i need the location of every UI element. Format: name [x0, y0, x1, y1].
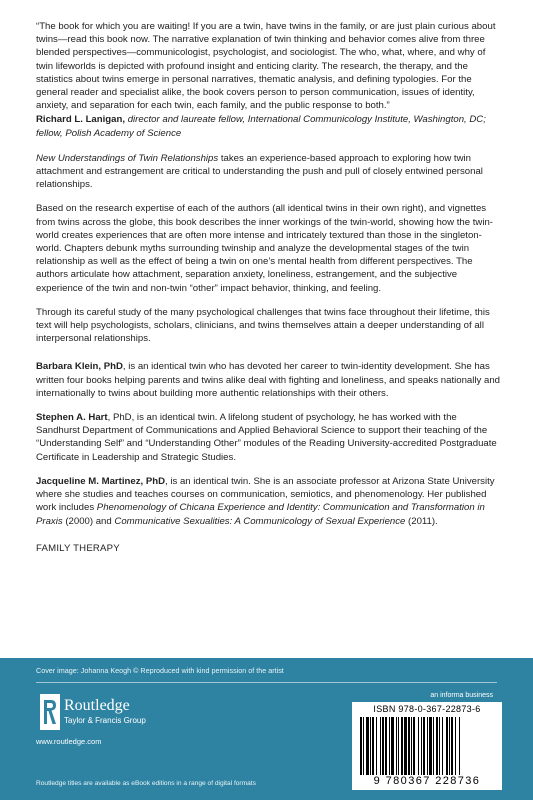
quote-affiliation: director and laureate fellow, International Communicology Institute, Washington, DC; fellow, Polish Academy of Science — [36, 114, 486, 139]
research-paragraph: Based on the research expertise of each of the authors (all identical twins in their own right), and vignettes from twins across the globe, this book describes the inner workings of the twin-world, showing how the twin-world creates experiences that are often more intense and intricately textured than those in the singleton-world. Chapters debunk myths surrounding twinship and analyze the developmental stages of the twin relationship as well as the effect of being a twin on one’s mental health from different perspectives. The authors articulate how attachment, separation anxiety, loneliness, estrangement, and the subjective experience of the twin and non-twin “other” impact behavior, thinking, and feeling. — [36, 203, 493, 294]
isbn-label: ISBN 978-0-367-22873-6 — [373, 704, 481, 714]
author-book-2: Communicative Sexualities: A Communicology of Sexual Experience — [114, 515, 406, 527]
publisher-group: Taylor & Francis Group — [64, 716, 146, 725]
barcode-digits: 9 780367 228736 — [373, 775, 481, 787]
routledge-logo-icon — [40, 694, 60, 730]
publisher-footer — [0, 658, 533, 800]
subject-category: FAMILY THERAPY — [36, 542, 120, 554]
author-text-martinez-2: (2000) and — [62, 515, 115, 527]
cover-credit: Cover image: Johanna Keogh © Reproduced with kind permission of the artist — [36, 666, 284, 675]
footer-divider — [36, 682, 497, 683]
author-text-martinez-1: , is an identical twin. She is an associate professor at Arizona State University where she studies and teaches courses on communication, semiotics, and phenomenology. Her published work includes — [36, 475, 495, 514]
book-title: New Understandings of Twin Relationships — [36, 152, 219, 164]
study-paragraph: Through its careful study of the many psychological challenges that twins face throughout their lifetime, this text will help psychologists, scholars, clinicians, and twins themselves attain a deeper understanding of all interpersonal relationships. — [36, 306, 490, 345]
ebook-note: Routledge titles are available as eBook editions in a range of digital formats — [36, 780, 256, 787]
quote-text: “The book for which you are waiting! If you are a twin, have twins in the family, or are just plain curious about twins—read this book now. The narrative explanation of twin thinking and behavior comes alive from three blended perspectives—communicologist, psychologist, and sociologist. The who, what, where, and why of twin lifeworlds is depicted with profound insight and enticing clarity. The research, the therapy, and the statistics about twins emerge in personal narratives, thematic analysis, and defining typologies. For the general reader and specialist alike, the book covers person to person communication, issues of identity, anxiety, and separation for each twin, each family, and the public response to both.” — [36, 21, 496, 112]
author-name-klein: Barbara Klein, PhD — [36, 361, 123, 373]
author-name-hart: Stephen A. Hart — [36, 412, 108, 424]
barcode-icon — [358, 717, 496, 775]
intro-text: takes an experience-based approach to exploring how twin attachment and estrangement are critical to understanding the push and pull of closely entwined personal relationships. — [36, 152, 483, 191]
endorsement-quote — [36, 20, 500, 140]
author-book-1: Phenomenology of Chicana Experience and Identity: Communication and Transformation in Praxis — [36, 502, 485, 527]
author-text-klein: , is an identical twin who has devoted her career to twin-identity development. She has written four books helping parents and twins alike deal with fighting and loneliness, and speaks nationally and internationally to twins about building more authentic relationships with their others. — [36, 361, 500, 399]
quote-attribution — [36, 113, 500, 139]
intro-paragraph — [36, 152, 500, 192]
author-text-hart: , PhD, is an identical twin. A lifelong student of psychology, he has worked with the Sandhurst Department of Communications and Applied Behavioral Science to support their teaching of the “Understanding Self” and “Understanding Other” modules of the Reading University-accredited Postgraduate Certificate in Leadership and Strategic Studies. — [36, 412, 497, 463]
informa-tag: an informa business — [430, 692, 493, 699]
back-cover-text — [36, 20, 500, 555]
author-text-martinez-3: (2011). — [405, 515, 438, 527]
publisher-name: Routledge — [64, 697, 130, 714]
isbn-barcode-box — [352, 702, 502, 790]
publisher-url[interactable]: www.routledge.com — [36, 737, 102, 746]
author-bio-klein — [36, 360, 500, 400]
author-bio-martinez — [36, 475, 500, 528]
author-name-martinez: Jacqueline M. Martinez, PhD — [36, 475, 166, 487]
quote-author: Richard L. Lanigan, — [36, 114, 126, 126]
author-bio-hart — [36, 411, 500, 464]
